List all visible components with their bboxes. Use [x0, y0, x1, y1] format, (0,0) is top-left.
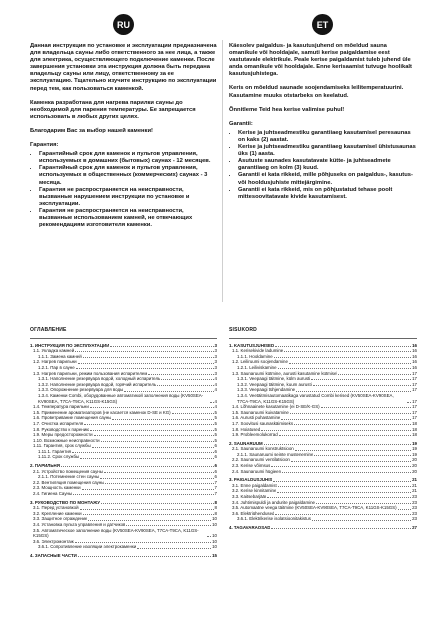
toc-item-title: 1.6. Проветривание помещения сауны	[33, 415, 112, 421]
toc-item	[30, 544, 217, 550]
toc-item	[229, 516, 417, 522]
toc-item-page: 6	[214, 454, 217, 460]
toc-item-title: 4. ЗАПАСНЫЕ ЧАСТИ	[30, 552, 77, 558]
toc-item-page: 10	[212, 522, 217, 527]
toc-item-page: 16	[412, 342, 417, 348]
toc-item-page: 3	[214, 348, 217, 354]
toc-item-title: 3.1. Enne paigaldamist	[232, 482, 277, 488]
toc-item-page: 6	[214, 474, 217, 480]
toc-item-page: 16	[412, 359, 417, 365]
toc-leader-dots	[314, 455, 411, 456]
toc-leader-dots	[275, 346, 411, 347]
toc-leader-dots	[101, 441, 214, 442]
toc-leader-dots	[94, 435, 214, 436]
toc-leader-dots	[275, 514, 411, 515]
toc-item-title: 1.7. Soovitusi saunaskäimiseks	[232, 420, 294, 426]
toc-item-title: 1.10. Возможные неисправности	[33, 437, 100, 443]
toc-item-page: 23	[412, 494, 417, 500]
toc-title: SISUKORD	[229, 327, 257, 333]
toc-leader-dots	[72, 452, 214, 453]
toc-item-page: 17	[412, 398, 417, 404]
toc-item-page: 23	[412, 505, 417, 511]
toc-item-title: 3.6. Электромонтаж	[33, 538, 74, 544]
toc-item-page: 5	[214, 432, 217, 438]
toc-item-page: 27	[412, 525, 417, 530]
toc-leader-dots	[82, 489, 214, 490]
toc-item-title: 1.5. Применение ароматизаторов (не касается каменок D-SE и KG)	[33, 409, 171, 415]
warranty-item: • Гарантия не распространяется на неисправности, вызванные использованием камней, не отвечающих рекомендациям изготовителя каменки.	[39, 208, 217, 229]
toc-leader-dots	[289, 363, 411, 364]
toc-leader-dots	[105, 483, 213, 484]
toc-item-page: 23	[412, 499, 417, 505]
toc-item-title: 1.8. Hoiatused	[232, 426, 261, 432]
toc-item	[229, 525, 417, 531]
toc-item-page: 8	[214, 505, 217, 511]
toc-leader-dots	[73, 494, 213, 495]
toc-item-title: 2.1.1. Потемнение стен сауны	[38, 474, 100, 480]
toc-leader-dots	[104, 472, 214, 473]
toc-item-page: 5	[214, 415, 217, 421]
toc-leader-dots	[148, 374, 213, 375]
warranty-list	[30, 151, 217, 229]
language-badge-et: ET	[312, 14, 333, 35]
toc-item-page: 3	[214, 353, 217, 359]
toc-item-title: 1.4. Lõhnaainete kasutamine (ei D-SE/K-GS)	[232, 404, 320, 410]
toc-item	[30, 491, 217, 497]
toc-item-page: 19	[412, 440, 417, 446]
toc-leader-dots	[291, 461, 411, 462]
toc-item-title: 1.4. Температура парильни	[33, 404, 89, 410]
toc-leader-dots	[295, 450, 411, 451]
toc-leader-dots	[78, 363, 214, 364]
toc-leader-dots	[294, 424, 411, 425]
toc-leader-dots	[281, 419, 411, 420]
toc-item-page: 3	[214, 359, 217, 365]
toc-item-page: 17	[412, 404, 417, 410]
toc-item	[30, 553, 217, 559]
toc-leader-dots	[84, 424, 213, 425]
toc-item-page: 17	[412, 370, 417, 376]
toc-item-title: 3.4. Установка пульта управления и датчиков	[33, 522, 126, 527]
toc-item-page: 17	[412, 409, 417, 415]
toc-item-page: 18	[412, 420, 417, 426]
toc-item-title: 1.2. Нагрев парильни	[33, 359, 77, 365]
toc-leader-dots	[277, 492, 411, 493]
toc-leader-dots	[76, 368, 214, 369]
toc-item-title: 1.11.1. Гарантия	[38, 448, 72, 454]
toc-leader-dots	[338, 374, 411, 375]
toc-item-page: 3	[214, 370, 217, 376]
toc-leader-dots	[273, 481, 411, 482]
toc-item-page: 5	[214, 420, 217, 426]
warranty-item: • Гарантийный срок для каменок и пультов управления, используемых в домашних (бытовых) саунах - 12 месяцев.	[39, 151, 217, 165]
toc-leader-dots	[88, 520, 211, 521]
toc-item-page: 4	[214, 381, 217, 387]
toc-leader-dots	[61, 466, 214, 467]
toc-item-title: 2.1.1. Saunaruumi seinte mustenemine	[237, 451, 314, 457]
intro-paragraph: Каменка разработана для нагрева парилки сауны до необходимой для парения температуры. Ее запрещается использовать в любых других целях.	[30, 99, 196, 120]
toc-item-title: 1.1. Укладка камней	[33, 348, 75, 354]
toc-item-page: 10	[212, 538, 217, 544]
toc-item-page: 23	[412, 510, 417, 516]
toc-item-page: 6	[214, 443, 217, 449]
table-of-contents-ru	[30, 328, 217, 559]
warranty-title: Garantii:	[229, 120, 253, 127]
toc-item-title: 1.2. Leiliruumi soojendamine	[232, 359, 288, 365]
toc-leader-dots	[80, 509, 214, 510]
toc-item-title: 3.6. Elektriühendused	[232, 510, 275, 516]
toc-item-page: 21	[412, 488, 417, 494]
toc-item-page: 5	[214, 437, 217, 443]
warranty-item: • Гарантийный срок для каменок и пультов управления, используемых в общественных (коммерческих) саунах - 3 месяца.	[39, 165, 217, 186]
toc-item-title: 3.3. Защитное ограждение	[33, 516, 88, 522]
toc-leader-dots	[90, 430, 213, 431]
toc-item-page: 15	[212, 552, 217, 558]
toc-item-title: 1.3.2. Наполнение резервуара водой, горячий испаритель	[38, 381, 157, 387]
toc-item	[229, 469, 417, 475]
toc-item-page: 8	[214, 499, 217, 505]
toc-item-title: 3.4. Juhtimispuldi ja andurite paigaldamine	[232, 499, 315, 505]
toc-item	[229, 432, 417, 438]
toc-leader-dots	[313, 385, 411, 386]
toc-item-page: 4	[214, 398, 217, 404]
toc-item-page: 20	[412, 463, 417, 469]
toc-leader-dots	[321, 407, 411, 408]
toc-item-title: 1.3.2. Veepaagi täitmine, kuum aurusti	[237, 381, 312, 387]
toc-item-title: 1.9. Меры предосторожности	[33, 432, 93, 438]
toc-item-page: 17	[412, 387, 417, 393]
toc-item-title: 2.1. Saunaruumi konstruktsioon	[232, 446, 294, 452]
toc-leader-dots	[137, 548, 211, 549]
toc-item-title: 2.4. Гигиена Сауны	[33, 491, 73, 497]
toc-item-title: 1.3.4. Veetäitmisautomaatikaga varustatud Combi kerised (KV50SEA-KV90SEA, T7CA-T9CA, K11GS-K15GS)	[237, 392, 394, 404]
toc-item-title: 1.3.4. Каменки Combi, оборудованные автоматикой заполнения воды (KV50SEA-KV90SEA, T7CA-T9CA, K11GS-K15GS)	[38, 392, 204, 404]
toc-leader-dots	[90, 407, 214, 408]
toc-leader-dots	[75, 542, 211, 543]
toc-item-title: 1.3. Saunaruumi kütmine, aurusti kasutamine kütmisel	[232, 370, 338, 376]
toc-leader-dots	[78, 556, 211, 557]
toc-leader-dots	[126, 525, 211, 526]
toc-item-page: 16	[412, 353, 417, 359]
warranty-item: • Гарантия не распространяется на неисправности, вызванные нарушением инструкции по установке и эксплуатации.	[39, 187, 217, 208]
toc-item-page: 3	[214, 342, 217, 348]
toc-leader-dots	[274, 357, 411, 358]
warranty-item: • Asutuste saunades kasutatavate kütte- ja juhtseadmete garantiiaeg on kolm (3) kuud.	[238, 158, 417, 172]
toc-item-page: 6	[214, 463, 217, 469]
toc-item-page: 10	[212, 533, 217, 539]
toc-item-page: 4	[214, 404, 217, 410]
toc-item-page: 7	[214, 479, 217, 485]
toc-item-title: 1.8. Руководство к парению	[33, 426, 90, 432]
toc-item-title: 3. РУКОВОДСТВО ПО МОНТАЖУ	[30, 499, 100, 505]
toc-item-title: 1.1.1. Hooldamine	[237, 353, 273, 359]
toc-item-title: 1.9. Probleemolukorrad	[232, 432, 278, 438]
toc-item-title: 3.6.1. Elektrikerise isolatsioonitakistus	[237, 516, 311, 522]
toc-item	[30, 528, 217, 539]
toc-leader-dots	[311, 379, 411, 380]
toc-item-page: 4	[214, 376, 217, 382]
toc-item-title: 1.2.1. Leiliviskamine	[237, 364, 277, 370]
toc-leader-dots	[271, 466, 411, 467]
toc-item-title: 2. ПАРИЛЬНЯ	[30, 463, 60, 469]
toc-item-page: 6	[214, 468, 217, 474]
intro-paragraph: Käesolev paigaldus- ja kasutusjuhend on mõeldud sauna omanikule või hooldajale, samuti kerise paigaldamise eest vastutavale elektrikule. Peale kerise paigaldamist tuleb juhend üle anda omanikule või hooldajale. Enne kerisaamist tutvuge hoolikalt kasutusjuhistega.	[229, 43, 412, 78]
warranty-list	[229, 130, 417, 201]
toc-item-title: 3.2. Крепление каменки	[33, 510, 82, 516]
toc-item-title: 2.4. Saunaruumi hügieen	[232, 468, 282, 474]
toc-leader-dots	[279, 435, 411, 436]
toc-item-page: 23	[412, 516, 417, 522]
toc-leader-dots	[207, 536, 211, 537]
toc-leader-dots	[83, 514, 214, 515]
toc-item-title: 2.3. Kerise võimsus	[232, 463, 271, 469]
toc-leader-dots	[75, 351, 213, 352]
toc-item-page: 20	[412, 457, 417, 463]
toc-leader-dots	[278, 486, 411, 487]
toc-item-page: 18	[412, 432, 417, 438]
toc-item-page: 17	[412, 415, 417, 421]
toc-item-page: 6	[214, 448, 217, 454]
toc-item	[30, 454, 217, 460]
toc-rule	[30, 338, 217, 339]
toc-leader-dots	[210, 402, 214, 403]
warranty-item: • Kerise ja juhtseadmestiku garantiiaeg kasutamisel ühistusaunas üks (1) aasta.	[238, 144, 417, 158]
toc-item-page: 5	[214, 409, 217, 415]
intro-et	[229, 43, 417, 201]
intro-paragraph: Данная инструкция по установке и эксплуатации предназначена для владельца сауны либо ответственного за нее лица, а также для электрика, осуществляющего подключение каменки. После завершения установки эта инструкция должна быть передана владельцу сауны или лицу, ответственному за ее эксплуатацию. Тщательно изучите инструкцию по эксплуатации перед тем, как пользоваться каменкой.	[30, 43, 217, 92]
toc-item-page: 7	[214, 491, 217, 497]
intro-paragraph: Keris on mõeldud saunade soojendamiseks leilitemperatuurini. Kasutamine muuks otstarbeks on keelatud.	[229, 85, 404, 99]
toc-leader-dots	[110, 346, 213, 347]
toc-item-page: 21	[412, 482, 417, 488]
toc-leader-dots	[407, 402, 411, 403]
toc-item-title: 1. ИНСТРУКЦИЯ ПО ЭКСПЛУАТАЦИИ	[30, 342, 110, 348]
toc-item-page: 21	[412, 477, 417, 483]
toc-item-page: 10	[212, 544, 217, 550]
toc-item-title: 3. PAIGALDUSJUHIS	[229, 477, 273, 483]
toc-item-title: 1.3.3. Veepaagi tühjendamine	[237, 387, 296, 393]
toc-item-title: 1.1. Kerisekivide ladumine	[232, 348, 284, 354]
toc-item-title: 1.11. Гарантия, срок службы	[33, 443, 91, 449]
toc-item-page: 5	[214, 426, 217, 432]
toc-item-title: 2.3. Мощность каменки	[33, 485, 81, 491]
toc-item-title: 1.5. Saunaruumi kuivatamine	[232, 409, 289, 415]
toc-leader-dots	[312, 520, 411, 521]
toc-item-title: 1.3.3. Опорожнение резервуара для воды	[38, 387, 124, 393]
toc-item-page: 16	[412, 364, 417, 370]
toc-leader-dots	[157, 385, 213, 386]
toc-leader-dots	[161, 379, 213, 380]
toc-leader-dots	[83, 357, 214, 358]
toc-item-title: 2. SAUNARUUM	[229, 440, 263, 446]
toc-item-title: 1.3.1. Наполнение резервуара водой, холодный испаритель	[38, 376, 161, 382]
language-badge-ru: RU	[113, 14, 134, 35]
toc-leader-dots	[278, 368, 412, 369]
warranty-item: • Garantii ei kata rikkeid, mille põhjuseks on paigaldus-, kasutus- või hooldusjuhiste mittejärgimine.	[238, 172, 417, 186]
toc-item-page: 20	[412, 468, 417, 474]
toc-item-title: 1.7. Очистка испарителя	[33, 420, 84, 426]
toc-leader-dots	[92, 447, 214, 448]
toc-item-title: 1. KASUTUSJUHISED	[229, 342, 275, 348]
toc-item-title: 2.2. Saunaruumi ventilatsioon	[232, 457, 290, 463]
toc-leader-dots	[284, 351, 411, 352]
toc-list	[229, 343, 417, 531]
toc-leader-dots	[101, 503, 214, 504]
toc-item-page: 4	[214, 387, 217, 393]
toc-leader-dots	[282, 472, 411, 473]
toc-item-title: 4. TAGAVARAOSAD	[229, 525, 271, 530]
toc-item-title: 3.6.1. Сопротивление изоляции электрокаменки	[38, 544, 137, 550]
toc-item-page: 8	[214, 510, 217, 516]
toc-leader-dots	[316, 503, 411, 504]
toc-leader-dots	[80, 458, 213, 459]
toc-list	[30, 343, 217, 559]
toc-item-title: 1.3.1. Veepaagi täitmine, külm aurusti	[237, 376, 311, 382]
toc-item-title: 3.2. Kerise kinnitamine	[232, 488, 277, 494]
toc-leader-dots	[398, 509, 412, 510]
toc-leader-dots	[267, 497, 411, 498]
toc-item-title: 1.1.1. Замена камней	[38, 353, 82, 359]
warranty-item: • Kerise ja juhtseadmestiku garantiiaeg kasutamisel peresaunas on kaks (2) aastat.	[238, 130, 417, 144]
column-divider	[222, 40, 223, 302]
toc-item-page: 3	[214, 364, 217, 370]
toc-leader-dots	[264, 444, 411, 445]
toc-leader-dots	[271, 528, 411, 529]
toc-item-title: 3.3. Kaitsebarjäär	[232, 494, 267, 500]
toc-item-title: 1.6. Aurusti puhastamine	[232, 415, 281, 421]
toc-item-page: 19	[412, 446, 417, 452]
toc-item-title: 2.2. Вентиляция помещения сауны	[33, 479, 105, 485]
toc-rule	[229, 338, 417, 339]
intro-ru	[30, 43, 217, 229]
warranty-title: Гарантия:	[30, 142, 59, 149]
toc-leader-dots	[100, 478, 213, 479]
toc-leader-dots	[112, 419, 213, 420]
toc-item-title: 3.5. Автоматическое заполнение воды (KV50SEA-KV90SEA, T7CA-T9CA, K11GS-K15GS)	[33, 527, 199, 539]
toc-item	[229, 393, 417, 404]
table-of-contents-et	[229, 328, 417, 531]
toc-item-title: 3.5. Automaatne veega täitmine (KV50SEA-KV90SEA, T7CA-T9CA, K11GS-K15GS)	[232, 505, 397, 511]
toc-leader-dots	[296, 391, 411, 392]
toc-leader-dots	[172, 413, 214, 414]
thanks-line: Благодарим Вас за выбор нашей каменки!	[30, 127, 153, 134]
toc-item-page: 17	[412, 381, 417, 387]
toc-item-page: 18	[412, 426, 417, 432]
toc-item-title: 3.1. Перед установкой	[33, 505, 79, 511]
thanks-line: Õnnitleme Teid hea kerise valimise puhul!	[229, 106, 345, 113]
toc-item-page: 10	[212, 516, 217, 522]
toc-item-page: 17	[412, 376, 417, 382]
toc-title: ОГЛАВЛЕНИЕ	[30, 327, 67, 333]
toc-item-title: 2.1. Устройство помещения сауны	[33, 468, 103, 474]
toc-item-title: 1.2.1. Пар в сауне	[38, 364, 75, 370]
toc-item-page: 19	[412, 451, 417, 457]
toc-item	[30, 393, 217, 404]
toc-item-title: 1.11.2. Срок службы	[38, 454, 80, 460]
toc-item-title: 1.3. Нагрев парильни, режим пользования испарителем	[33, 370, 148, 376]
warranty-item: • Garantii ei kata rikkeid, mis on põhjustatud tehase poolt mittesoovitatavate kivide kasutamisest.	[238, 187, 417, 201]
toc-leader-dots	[124, 391, 213, 392]
toc-leader-dots	[261, 430, 411, 431]
toc-leader-dots	[290, 413, 411, 414]
toc-item-page: 7	[214, 485, 217, 491]
toc-item-page: 16	[412, 348, 417, 354]
